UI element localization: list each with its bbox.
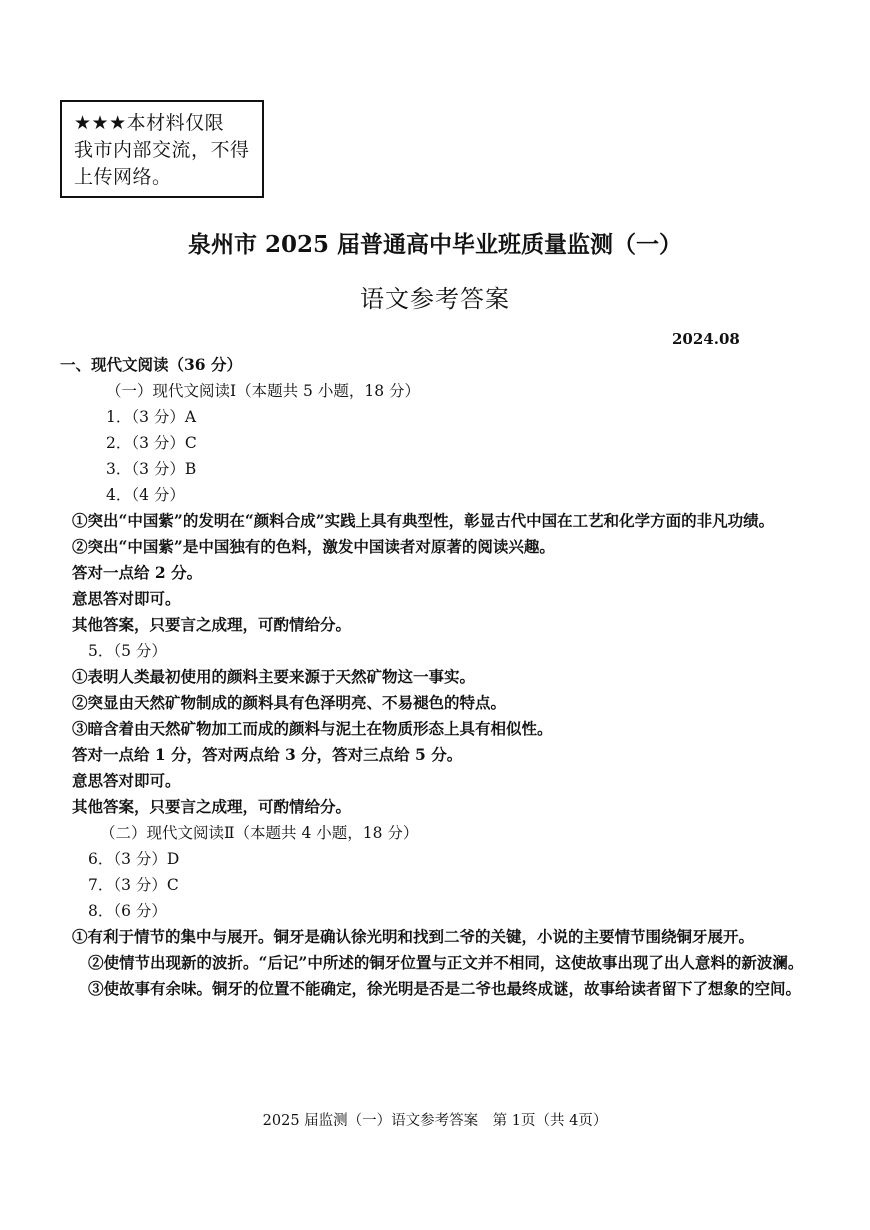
notice-line-3: 上传网络。 [74,166,172,188]
answer-q5-point-3: ③暗含着由天然矿物加工而成的颜料与泥土在物质形态上具有相似性。 [72,719,553,738]
section-heading: 一、现代文阅读（36 分） [60,355,242,374]
notice-box [60,100,264,198]
answer-q5-note-1: 意思答对即可。 [72,771,181,790]
part1-heading: （一）现代文阅读Ⅰ（本题共 5 小题，18 分） [106,382,420,400]
answer-q8-point-2: ②使情节出现新的波折。“后记”中所述的铜牙位置与正文并不相同，这使故事出现了出人意料的新波澜。 [88,953,804,972]
notice-line-2: 我市内部交流，不得 [74,139,250,161]
answer-q5-point-2: ②突显由天然矿物制成的颜料具有色泽明亮、不易褪色的特点。 [72,693,507,712]
answer-q6: 6．（3 分）D [88,850,180,868]
document-date: 2024.08 [672,330,740,348]
answer-q1: 1．（3 分）A [106,408,197,426]
answer-q2: 2．（3 分）C [106,434,197,452]
answer-q5-note-2: 其他答案，只要言之成理，可酌情给分。 [72,797,352,816]
answer-q4-scoring: 答对一点给 2 分。 [72,563,203,582]
answer-q5-scoring: 答对一点给 1 分，答对两点给 3 分，答对三点给 5 分。 [72,745,463,764]
answer-q4-point-2: ②突出“中国紫”是中国独有的色料，激发中国读者对原著的阅读兴趣。 [72,537,555,556]
answer-q5-point-1: ①表明人类最初使用的颜料主要来源于天然矿物这一事实。 [72,667,476,686]
answer-q5: 5．（5 分） [88,642,167,660]
answer-q4-note-2: 其他答案，只要言之成理，可酌情给分。 [72,615,352,634]
answer-q4-note-1: 意思答对即可。 [72,589,181,608]
answer-q8: 8．（6 分） [88,902,167,920]
answer-q4: 4．（4 分） [106,486,185,504]
answer-q7: 7．（3 分）C [88,876,179,894]
answer-q4-point-1: ①突出“中国紫”的发明在“颜料合成”实践上具有典型性，彰显古代中国在工艺和化学方面的非凡功绩。 [72,511,775,530]
part2-heading: （二）现代文阅读Ⅱ（本题共 4 小题，18 分） [100,824,419,842]
page-footer: 2025 届监测（一）语文参考答案 第 1页（共 4页） [262,1113,608,1129]
answer-content [60,352,808,1002]
document-title: 泉州市 2025 届普通高中毕业班质量监测（一） [187,231,683,258]
document-subtitle: 语文参考答案 [360,285,510,313]
answer-q3: 3．（3 分）B [106,460,197,478]
answer-q8-point-3: ③使故事有余味。铜牙的位置不能确定，徐光明是否是二爷也最终成谜，故事给读者留下了想象的空间。 [88,979,802,998]
answer-q8-point-1: ①有利于情节的集中与展开。铜牙是确认徐光明和找到二爷的关键，小说的主要情节围绕铜牙展开。 [72,927,755,946]
notice-line-1: ★★★本材料仅限 [74,112,225,134]
